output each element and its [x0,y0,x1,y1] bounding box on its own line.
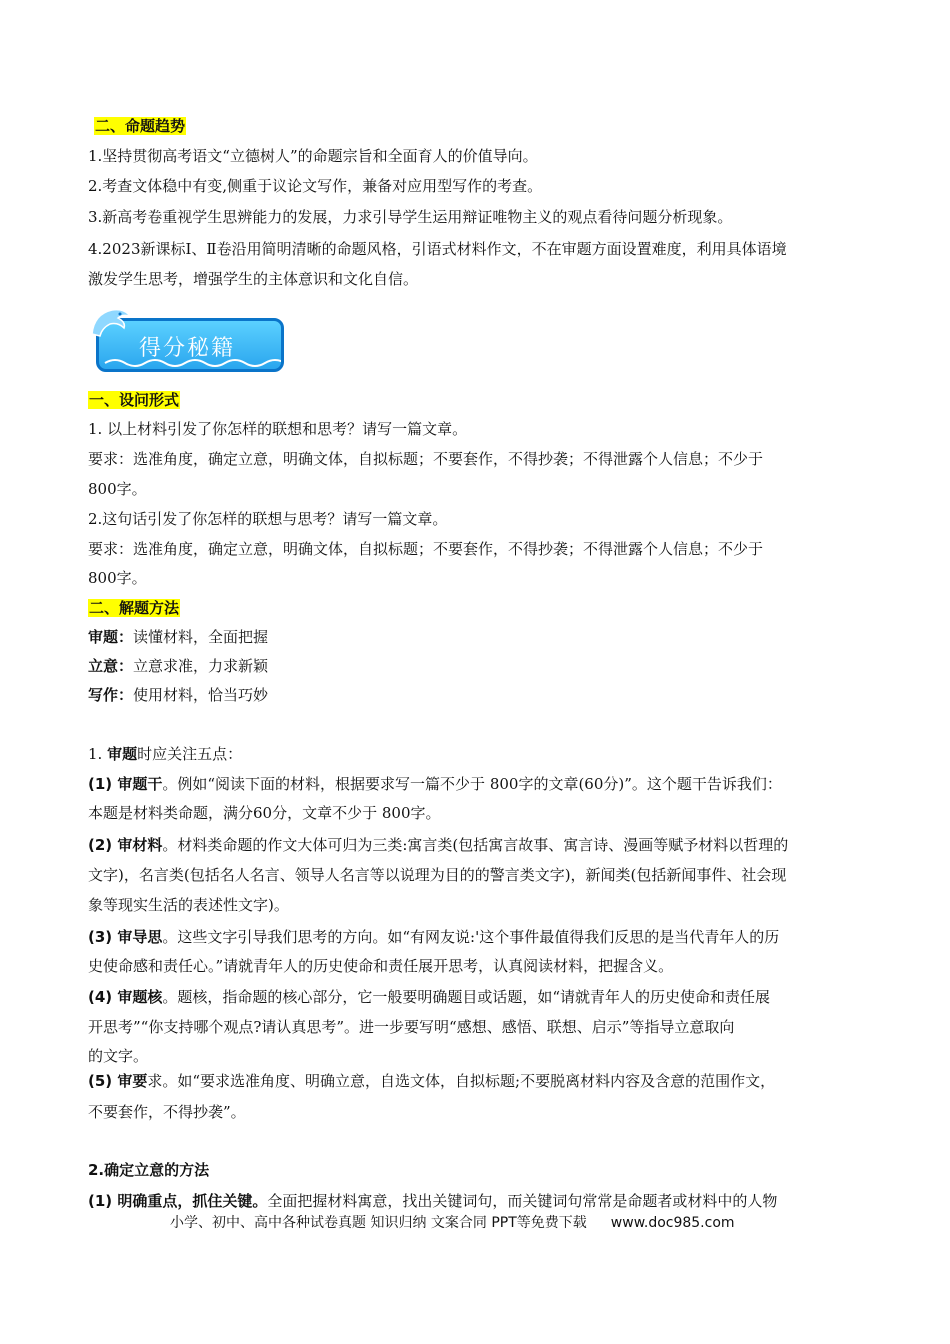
trend-item-3: 3.新高考卷重视学生思辨能力的发展，力求引导学生运用辩证唯物主义的观点看待问题分析现象。 [88,208,733,226]
question-line-3: 800字。 [88,480,147,498]
page-footer [170,1214,735,1232]
review-p5-bold: (5) 审要 [88,1072,148,1090]
idea-p1-text: 全面把握材料寓意，找出关键词句，而关键词句常常是命题者或材料中的人物 [267,1192,778,1210]
review-p2-text: 。材料类命题的作文大体可归为三类:寓言类(包括寓言故事、寓言诗、漫画等赋予材料以哲理的 [162,836,789,854]
review-p4-bold: (4) 审题核 [88,988,163,1006]
review-p2-bold: (2) 审材料 [88,836,163,854]
method-step-3-text: 使用材料，恰当巧妙 [133,686,269,704]
review-p3-line-2: 史使命感和责任心。”请就青年人的历史使命和责任展开思考，认真阅读材料，把握含义。 [88,957,674,975]
review-p3-line-1 [88,926,863,948]
question-line-5: 要求：选准角度，确定立意，明确文体，自拟标题；不要套作，不得抄袭；不得泄露个人信息；不少于 [88,540,764,558]
method-step-2-label: 立意： [88,657,134,675]
review-p4-line-1 [88,986,863,1008]
review-p4-line-3: 的文字。 [88,1047,149,1065]
question-line-2: 要求：选准角度，确定立意，明确文体，自拟标题；不要套作，不得抄袭；不得泄露个人信息；不少于 [88,450,764,468]
method-step-1 [88,626,863,648]
method-step-2-text: 立意求准，力求新颖 [133,657,269,675]
review-p5-line-2: 不要套作，不得抄袭”。 [88,1103,246,1121]
review-p2-line-2: 文字)，名言类(包括名人名言、领导人名言等以说理为目的的警言类文字)，新闻类(包括新闻事件、社会现 [88,866,787,884]
question-line-1: 1. 以上材料引发了你怎样的联想和思考？请写一篇文章。 [88,420,468,438]
idea-p1-line-1 [88,1190,863,1212]
review-p1-line-1 [88,773,863,795]
trend-heading [94,115,869,137]
method-heading [88,597,863,619]
question-form-heading-text: 一、设问形式 [89,391,180,409]
review-p2-line-1 [88,834,863,856]
idea-p1-bold: (1) 明确重点，抓住关键。 [88,1192,268,1210]
trend-item-4: 4.2023新课标Ⅰ、Ⅱ卷沿用简明清晰的命题风格，引语式材料作文，不在审题方面设置难度，利用具体语境 [88,240,787,258]
review-p2-line-3: 象等现实生活的表述性文字)。 [88,896,289,914]
review-p1-bold: (1) 审题干 [88,775,163,793]
review-intro-prefix: 1. [88,745,108,763]
method-step-1-label: 审题： [88,628,134,646]
idea-heading-text: 2.确定立意的方法 [88,1161,210,1179]
trend-item-4-cont: 激发学生思考，增强学生的主体意识和文化自信。 [88,270,419,288]
trend-heading-text: 二、命题趋势 [95,117,186,135]
review-p3-bold: (3) 审导思 [88,928,163,946]
review-p5-text: 求。如“要求选准角度、明确立意，自选文体，自拟标题;不要脱离材料内容及含意的范围作文， [147,1072,776,1090]
review-intro [88,743,863,765]
review-p3-text: 。这些文字引导我们思考的方向。如“有网友说:'这个事件最值得我们反思的是当代青年人的历 [162,928,780,946]
review-p4-line-2: 开思考”“你支持哪个观点?请认真思考”。进一步要写明“感想、感悟、联想、启示”等指导立意取向 [88,1018,735,1036]
question-line-6: 800字。 [88,569,147,587]
banner-text: 得分秘籍 [139,336,236,361]
method-heading-text: 二、解题方法 [89,599,180,617]
trend-item-2: 2.考查文体稳中有变,侧重于议论文写作，兼备对应用型写作的考查。 [88,177,543,195]
footer-url[interactable]: www.doc985.com [610,1215,735,1231]
method-step-1-text: 读懂材料，全面把握 [133,628,269,646]
review-p1-text: 。例如“阅读下面的材料，根据要求写一篇不少于 800字的文章(60分)”。这个题干告诉我们： [162,775,782,793]
review-p5-line-1 [88,1070,863,1092]
idea-heading [88,1159,863,1181]
dolphin-icon [88,304,134,344]
footer-text: 小学、初中、高中各种试卷真题 知识归纳 文案合同 PPT等免费下载 [170,1215,587,1231]
question-form-heading [88,389,863,411]
trend-item-1: 1.坚持贯彻高考语文“立德树人”的命题宗旨和全面育人的价值导向。 [88,147,538,165]
review-p4-text: 。题核，指命题的核心部分，它一般要明确题目或话题，如“请就青年人的历史使命和责任展 [162,988,771,1006]
score-tips-banner [88,304,288,376]
method-step-3-label: 写作： [88,686,134,704]
method-step-2 [88,655,863,677]
review-intro-bold: 审题 [107,745,138,763]
review-intro-suffix: 时应关注五点： [137,745,243,763]
method-step-3 [88,684,863,706]
review-p1-line-2: 本题是材料类命题，满分60分，文章不少于 800字。 [88,804,441,822]
question-line-4: 2.这句话引发了你怎样的联想与思考？请写一篇文章。 [88,510,448,528]
